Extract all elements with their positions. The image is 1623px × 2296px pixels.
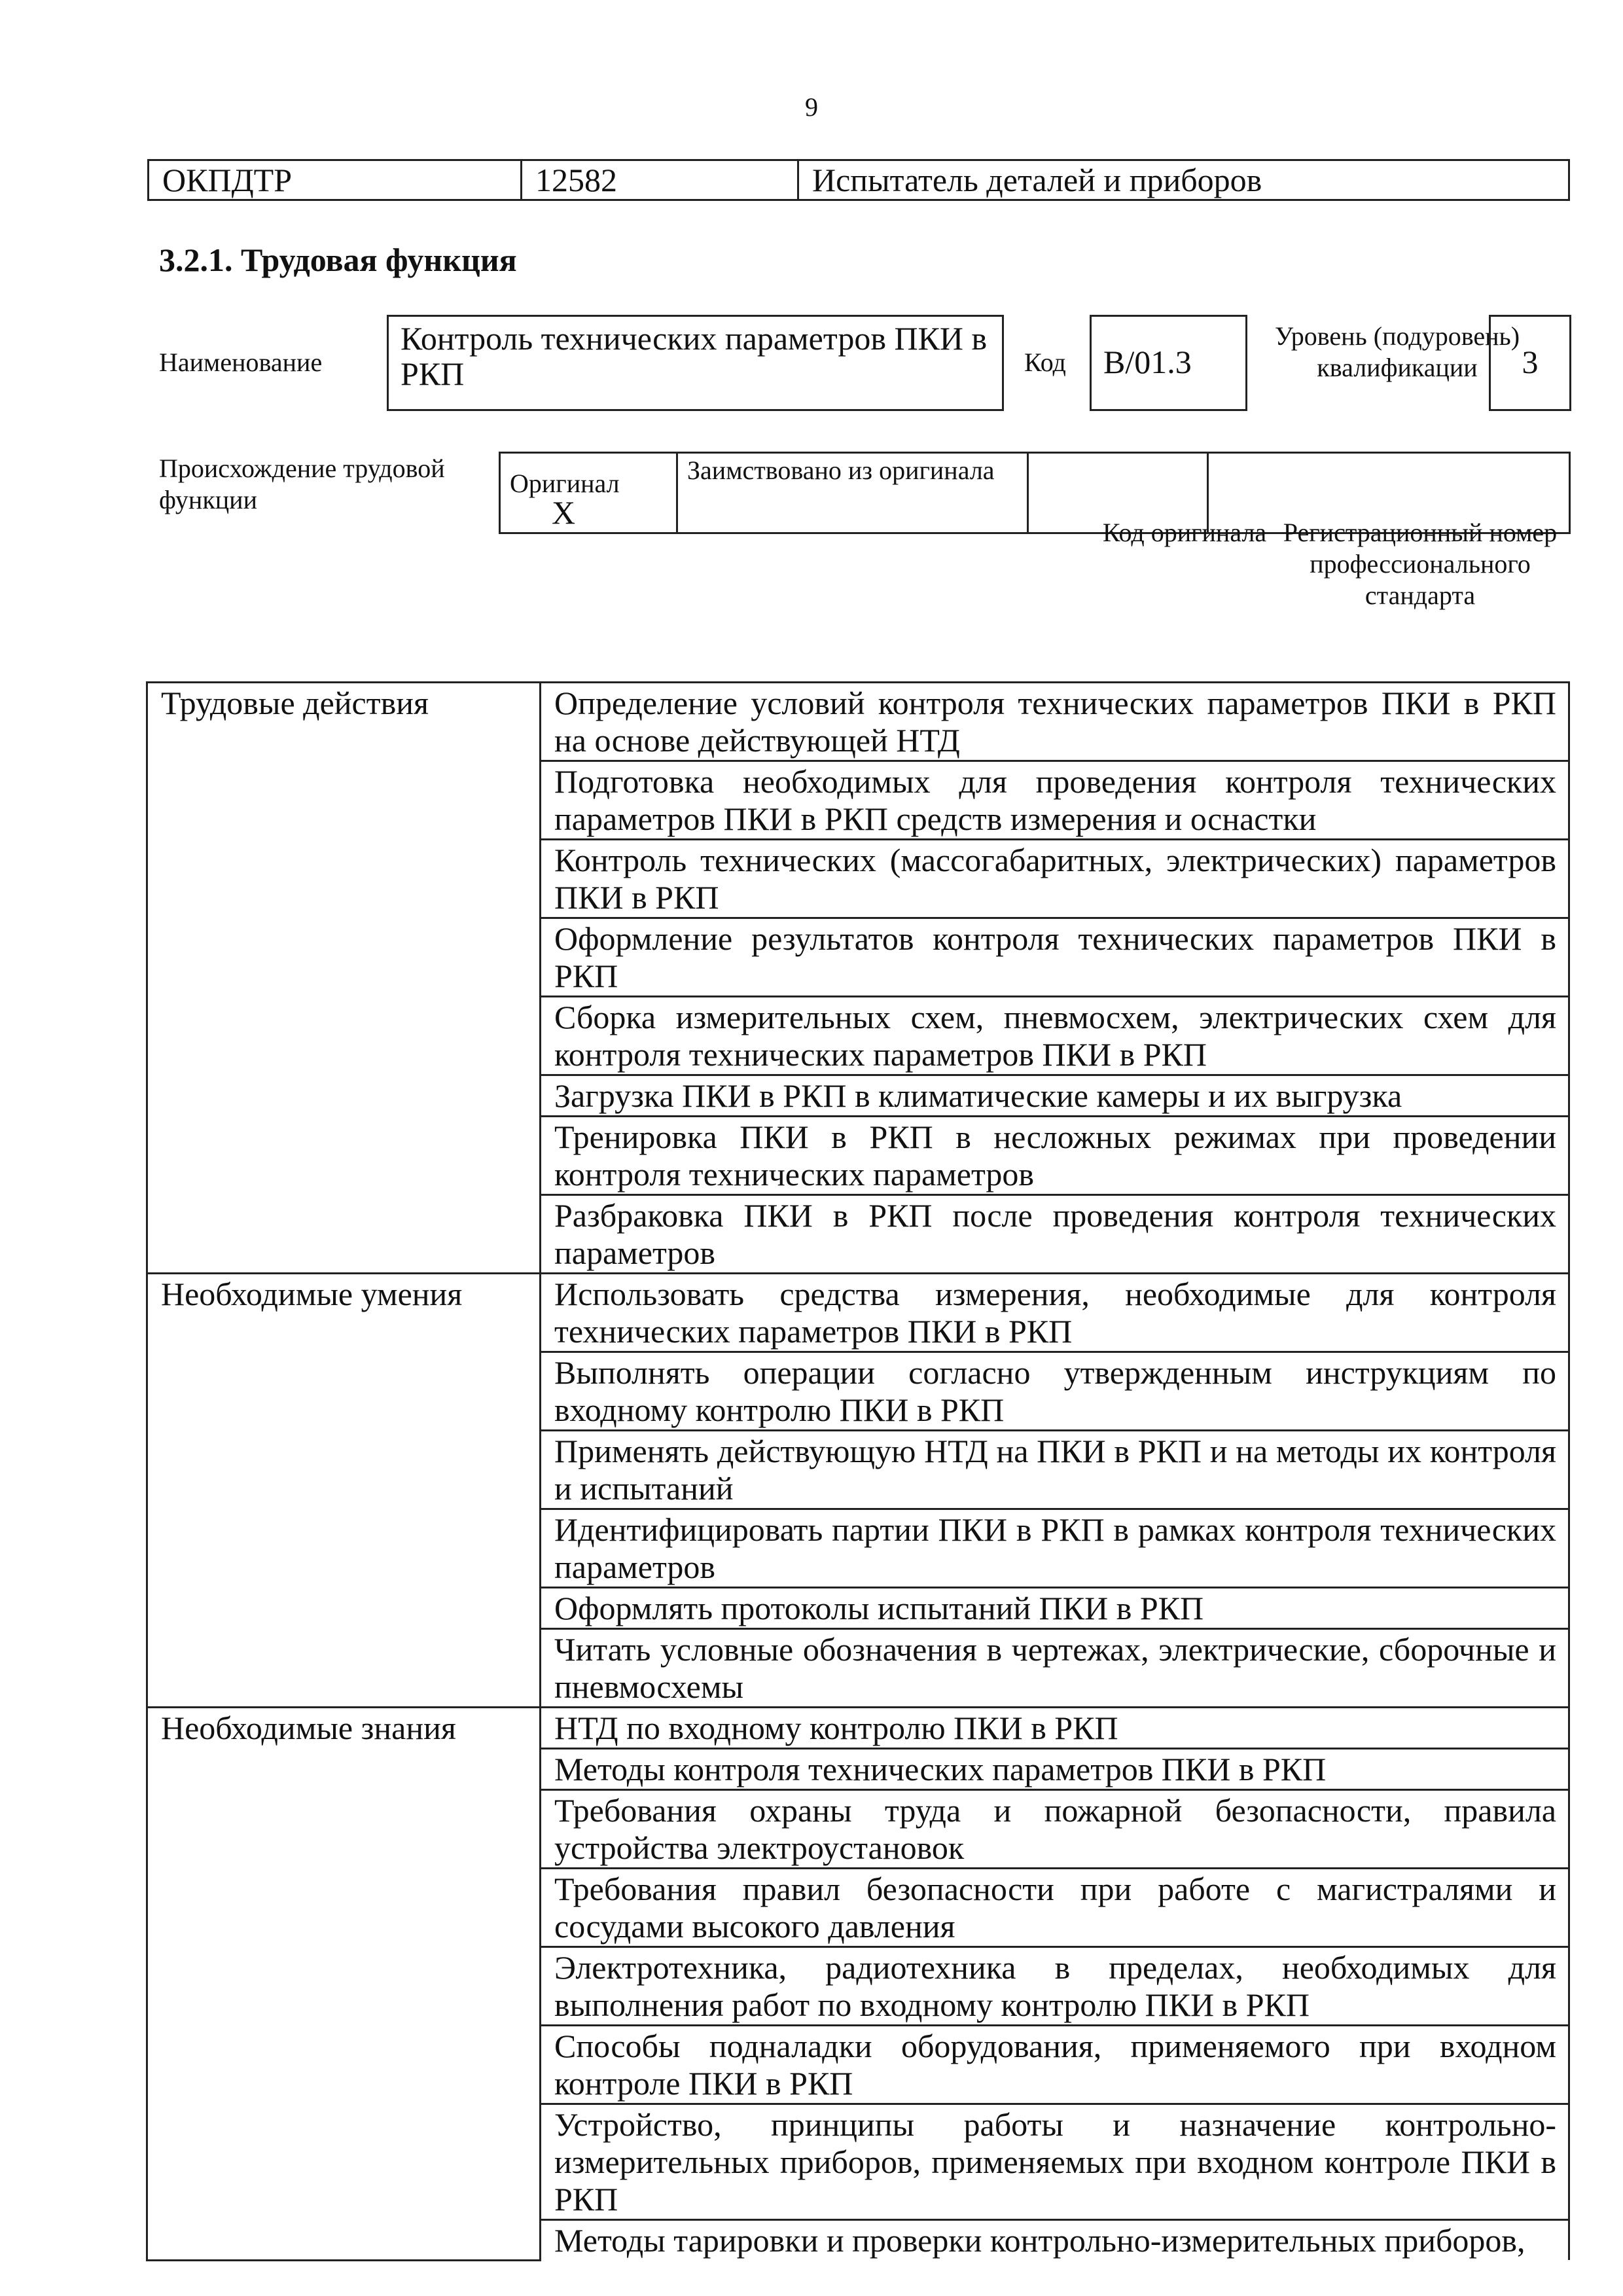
function-code-box: B/01.3 xyxy=(1090,315,1247,411)
action-item: Подготовка необходимых для проведения контроля технических параметров ПКИ в РКП средств измерения и оснастки xyxy=(541,761,1569,840)
function-name-box: Контроль технических параметров ПКИ в РКП xyxy=(387,315,1004,411)
knowledge-item: Электротехника, радиотехника в пределах, необходимых для выполнения работ по входному контролю ПКИ в РКП xyxy=(541,1947,1569,2026)
skill-item: Использовать средства измерения, необходимые для контроля технических параметров ПКИ в РКП xyxy=(541,1274,1569,1352)
skill-item: Читать условные обозначения в чертежах, электрические, сборочные и пневмосхемы xyxy=(541,1629,1569,1708)
skill-item: Оформлять протоколы испытаний ПКИ в РКП xyxy=(541,1588,1569,1629)
knowledge-item: НТД по входному контролю ПКИ в РКП xyxy=(541,1708,1569,1749)
knowledge-item: Требования охраны труда и пожарной безопасности, правила устройства электроустановок xyxy=(541,1790,1569,1869)
level-label: Уровень (подуровень) квалификации xyxy=(1274,321,1520,382)
action-item: Оформление результатов контроля технических параметров ПКИ в РКП xyxy=(541,918,1569,997)
skill-item: Выполнять операции согласно утвержденным инструкциям по входному контролю ПКИ в РКП xyxy=(541,1352,1569,1431)
action-item: Определение условий контроля технических параметров ПКИ в РКП на основе действующей НТД xyxy=(541,683,1569,761)
knowledge-item: Методы тарировки и проверки контрольно-измерительных приборов, xyxy=(541,2220,1569,2261)
action-item: Тренировка ПКИ в РКП в несложных режимах при проведении контроля технических параметров xyxy=(541,1117,1569,1195)
skill-item: Применять действующую НТД на ПКИ в РКП и на методы их контроля и испытаний xyxy=(541,1431,1569,1509)
okpdtr-table xyxy=(147,159,1570,201)
registration-caption: Регистрационный номер профессионального стандарта xyxy=(1283,518,1558,610)
knowledge-item: Устройство, принципы работы и назначение контрольно-измерительных приборов, применяемых при входном контроле ПКИ в РКП xyxy=(541,2104,1569,2220)
knowledge-item: Способы подналадки оборудования, применяемого при входном контроле ПКИ в РКП xyxy=(541,2026,1569,2104)
okpdtr-code: 12582 xyxy=(522,160,798,200)
section-title-knowledge: Необходимые знания xyxy=(147,1708,541,2261)
skill-item: Идентифицировать партии ПКИ в РКП в рамках контроля технических параметров xyxy=(541,1509,1569,1588)
code-caption: Код оригинала xyxy=(1102,518,1267,547)
labor-function-table xyxy=(146,681,1570,2261)
knowledge-item: Методы контроля технических параметров ПКИ в РКП xyxy=(541,1749,1569,1790)
original-cell xyxy=(500,453,677,533)
section-title: 3.2.1. Трудовая функция xyxy=(159,242,517,278)
code-label: Код xyxy=(1024,348,1066,377)
original-mark: Х xyxy=(552,494,576,531)
borrowed-label: Заимствовано из оригинала xyxy=(677,453,1028,533)
knowledge-item: Требования правил безопасности при работе с магистралями и сосудами высокого давления xyxy=(541,1869,1569,1947)
section-title-actions: Трудовые действия xyxy=(147,683,541,1274)
okpdtr-title: Испытатель деталей и приборов xyxy=(798,160,1569,200)
action-item: Загрузка ПКИ в РКП в климатические камеры и их выгрузка xyxy=(541,1075,1569,1117)
action-item: Разбраковка ПКИ в РКП после проведения контроля технических параметров xyxy=(541,1195,1569,1274)
page-number: 9 xyxy=(805,92,818,122)
action-item: Контроль технических (массогабаритных, электрических) параметров ПКИ в РКП xyxy=(541,840,1569,918)
level-value-box: 3 xyxy=(1489,315,1571,411)
origin-label: Происхождение трудовой функции xyxy=(159,454,445,514)
okpdtr-label: ОКПДТР xyxy=(149,160,522,200)
action-item: Сборка измерительных схем, пневмосхем, электрических схем для контроля технических параметров ПКИ в РКП xyxy=(541,997,1569,1075)
original-label: Оригинал xyxy=(510,469,620,498)
section-title-skills: Необходимые умения xyxy=(147,1274,541,1708)
name-label: Наименование xyxy=(159,348,323,377)
